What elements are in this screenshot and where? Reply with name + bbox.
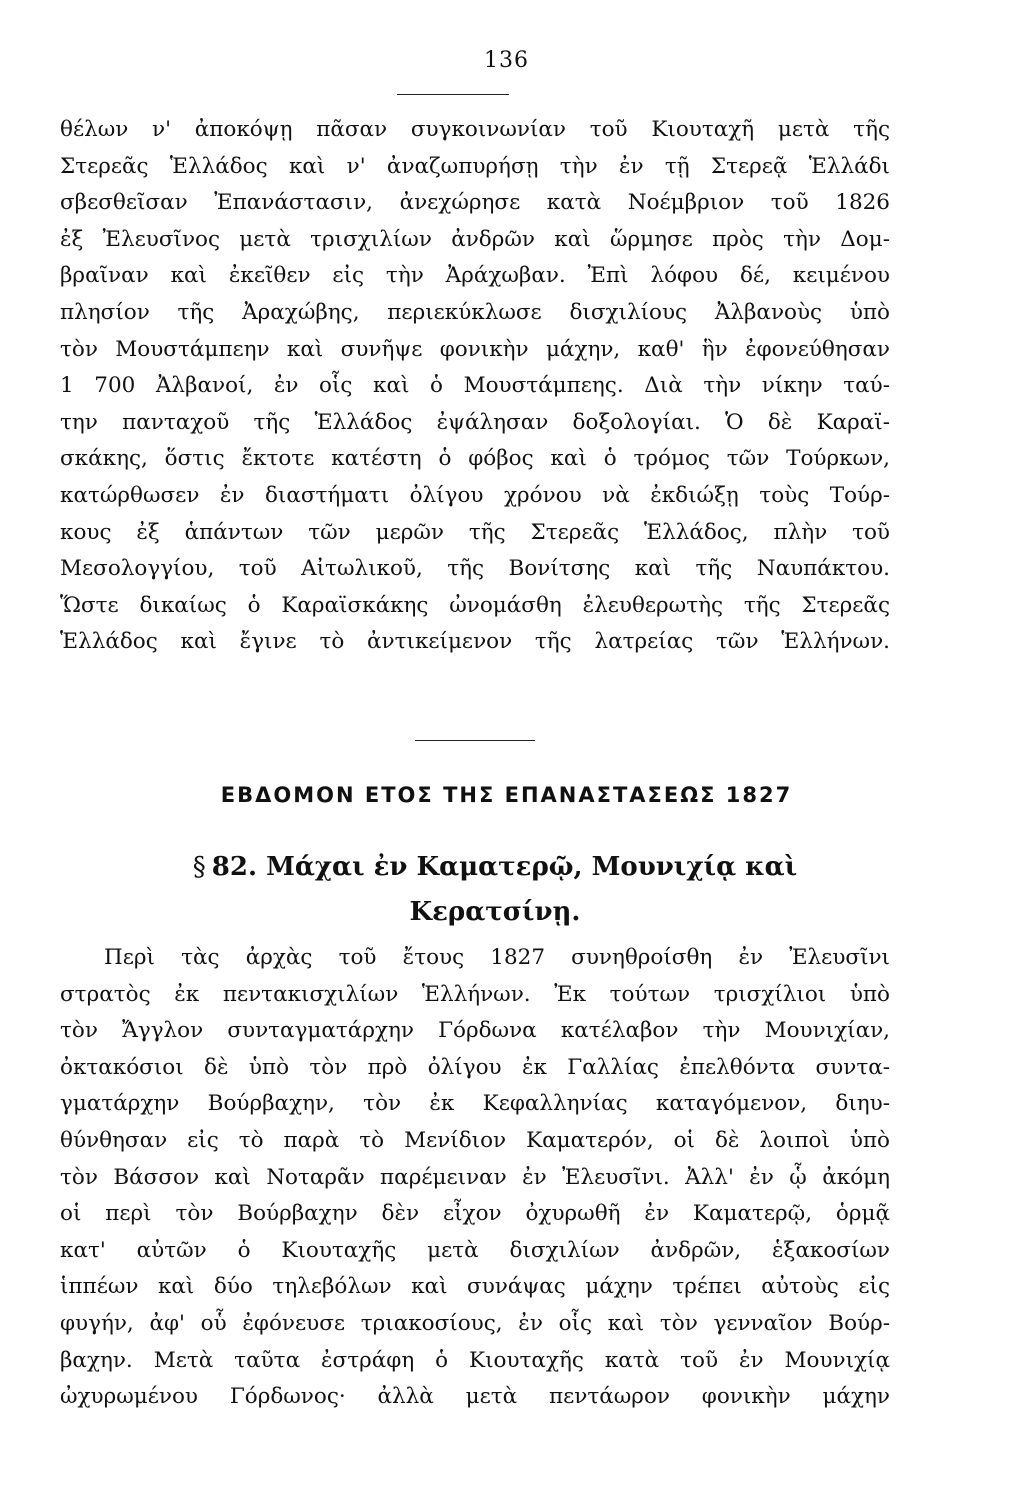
text-line: θύνθησαν εἰς τὸ παρὰ τὸ Μενίδιον Καματερόν, οἱ δὲ λοιποὶ ὑπὸ [60,1127,890,1153]
text-line: Μεσολογγίου, τοῦ Αἰτωλικοῦ, τῆς Βονίτσης καὶ τῆς Ναυπάκτου. [60,556,890,582]
text-line: ὠχυρωμένου Γόρδωνος· ἀλλὰ μετὰ πεντάωρον φονικὴν μάχην [60,1384,890,1410]
text-line: ὀκτακόσιοι δὲ ὑπὸ τὸν πρὸ ὀλίγου ἐκ Γαλλίας ἐπελθόντα συντα- [60,1054,890,1080]
text-line: 1 700 Ἀλβανοί, ἐν οἷς καὶ ὁ Μουστάμπεης. Διὰ τὴν νίκην ταύ- [60,373,890,399]
text-line: τὸν Βάσσον καὶ Νοταρᾶν παρέμειναν ἐν Ἐλευσῖνι. Ἀλλ' ἐν ᾧ ἀκόμη [60,1164,890,1190]
text-line: ἱππέων καὶ δύο τηλεβόλων καὶ συνάψας μάχην τρέπει αὐτοὺς εἰς [60,1274,890,1300]
text-line: ἐξ Ἐλευσῖνος μετὰ τρισχιλίων ἀνδρῶν καὶ ὥρμησε πρὸς τὴν Δομ- [60,226,890,252]
text-line: τὸν Ἄγγλον συνταγματάρχην Γόρδωνα κατέλαβον τὴν Μουνιχίαν, [60,1018,890,1044]
section-number: 82. [211,852,258,882]
text-line: κατ' αὐτῶν ὁ Κιουταχῆς μετὰ δισχιλίων ἀνδρῶν, ἑξακοσίων [60,1237,890,1263]
text-line: Ἑλλάδος καὶ ἔγινε τὸ ἀντικείμενον τῆς λατρείας τῶν Ἑλλήνων. [60,629,890,655]
section-title-text: Μάχαι ἐν Καματερῷ, Μουνιχίᾳ καὶ [266,852,798,882]
text-line: θέλων ν' ἀποκόψῃ πᾶσαν συγκοινωνίαν τοῦ Κιουταχῆ μετὰ τῆς [60,117,890,142]
year-heading: ΕΒΔΟΜΟΝ ΕΤΟΣ ΤΗΣ ΕΠΑΝΑΣΤΑΣΕΩΣ 1827 [220,783,793,807]
section-title-line-1 [110,845,880,890]
section-divider [415,740,535,741]
text-line: γματάρχην Βούρβαχην, τὸν ἐκ Κεφαλληνίας καταγόμενον, διηυ- [60,1091,890,1117]
paragraph-battles [60,940,890,1416]
text-line: οἱ περὶ τὸν Βούρβαχην δὲν εἶχον ὀχυρωθῆ ἐν Καματερῷ, ὁρμᾷ [60,1201,890,1227]
section-symbol: § [192,852,206,882]
section-title-line-2: Κερατσίνῃ. [409,897,581,927]
text-line: σκάκης, ὅστις ἔκτοτε κατέστη ὁ φόβος καὶ ὁ τρόμος τῶν Τούρκων, [60,446,890,472]
text-line: βραῖναν καὶ ἐκεῖθεν εἰς τὴν Ἀράχωβαν. Ἐπὶ λόφου δέ, κειμένου [60,263,890,289]
text-line: κατώρθωσεν ἐν διαστήματι ὀλίγου χρόνου νὰ ἐκδιώξῃ τοὺς Τούρ- [60,482,890,508]
text-line: στρατὸς ἐκ πεντακισχιλίων Ἑλλήνων. Ἐκ τούτων τρισχίλιοι ὑπὸ [60,981,890,1007]
text-line: σβεσθεῖσαν Ἐπανάστασιν, ἀνεχώρησε κατὰ Νοέμβριον τοῦ 1826 [60,190,890,216]
text-line: φυγήν, ἀφ' οὗ ἐφόνευσε τριακοσίους, ἐν οἷς καὶ τὸν γενναῖον Βούρ- [60,1310,890,1336]
text-line: Περὶ τὰς ἀρχὰς τοῦ ἔτους 1827 συνηθροίσθη ἐν Ἐλευσῖνι [104,945,890,970]
text-line: κους ἐξ ἁπάντων τῶν μερῶν τῆς Στερεᾶς Ἑλλάδος, πλὴν τοῦ [60,519,890,545]
text-line: τὸν Μουστάμπεην καὶ συνῆψε φονικὴν μάχην, καθ' ἣν ἐφονεύθησαν [60,336,890,362]
page-number: 136 [484,48,529,73]
text-line: βαχην. Μετὰ ταῦτα ἐστράφη ὁ Κιουταχῆς κατὰ τοῦ ἐν Μουνιχίᾳ [60,1347,890,1373]
text-line: την πανταχοῦ τῆς Ἑλλάδος ἐψάλησαν δοξολογίαι. Ὁ δὲ Καραϊ- [60,409,890,435]
page-number-rule [397,94,509,95]
text-line: πλησίον τῆς Ἀραχώβης, περιεκύκλωσε δισχιλίους Ἀλβανοὺς ὑπὸ [60,299,890,325]
section-title [110,845,880,935]
text-line: Στερεᾶς Ἑλλάδος καὶ ν' ἀναζωπυρήσῃ τὴν ἐν τῇ Στερεᾷ Ἑλλάδι [60,153,890,179]
text-line: Ὥστε δικαίως ὁ Καραϊσκάκης ὠνομάσθη ἐλευθερωτὴς τῆς Στερεᾶς [60,592,890,618]
paragraph-karaiskakis [60,112,890,661]
